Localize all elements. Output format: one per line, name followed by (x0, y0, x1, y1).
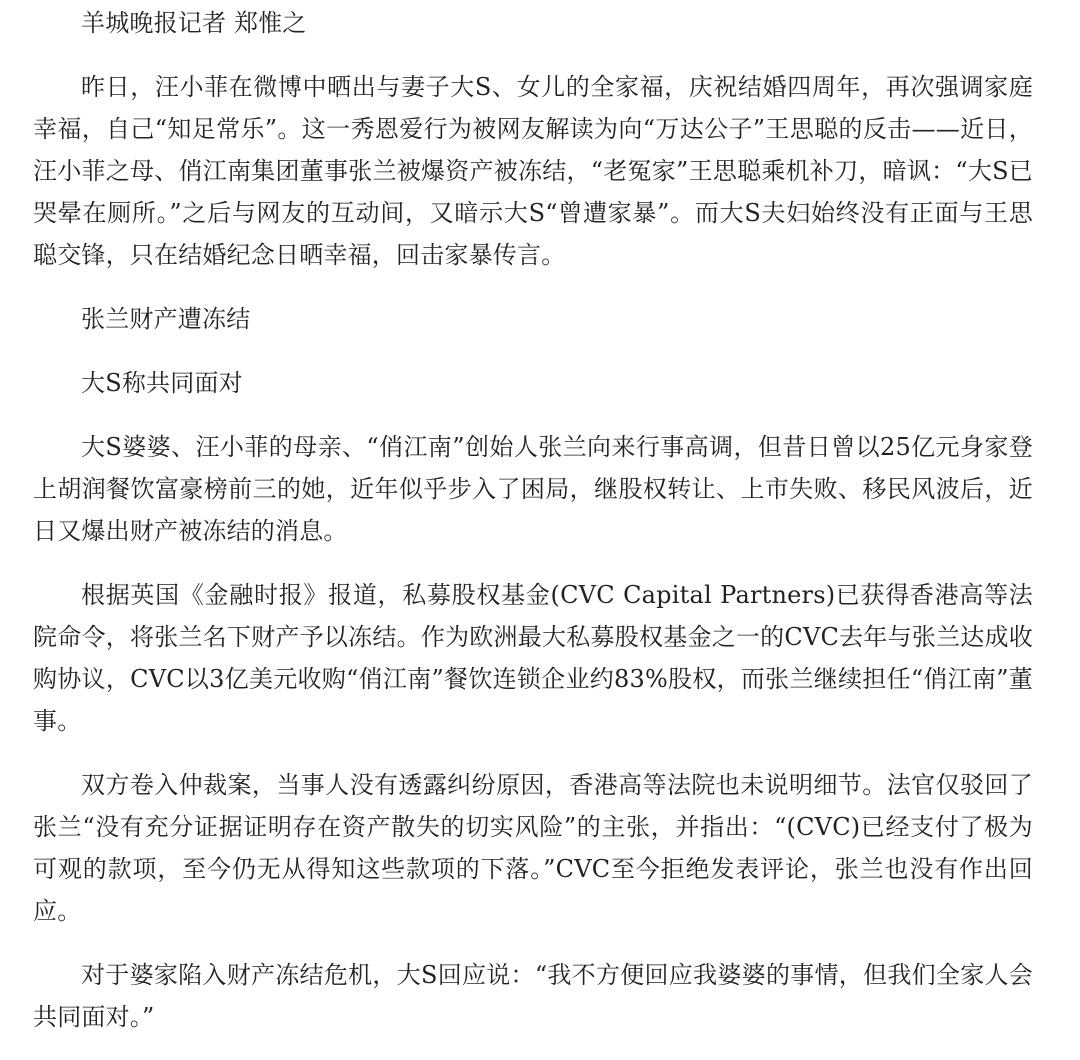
paragraph-3: 根据英国《金融时报》报道，私募股权基金(CVC Capital Partners)已获得香港高等法院命令，将张兰名下财产予以冻结。作为欧洲最大私募股权基金之一的CVC去年与张兰达成收购协议，CVC以3亿美元收购“俏江南”餐饮连锁企业约83%股权，而张兰继续担任“俏江南”董事。 (33, 581, 1033, 735)
article-body (33, 0, 1033, 1038)
paragraph-gap (33, 404, 1033, 426)
subheading-1: 张兰财产遭冻结 (81, 305, 251, 333)
paragraph-gap (33, 552, 1033, 574)
paragraph-5: 对于婆家陷入财产冻结危机，大S回应说：“我不方便回应我婆婆的事情，但我们全家人会共同面对。” (33, 961, 1033, 1031)
paragraph-gap (33, 932, 1033, 954)
paragraph-gap (33, 340, 1033, 362)
byline: 羊城晚报记者 郑惟之 (81, 9, 307, 37)
paragraph-gap (33, 276, 1033, 298)
paragraph-gap (33, 44, 1033, 66)
paragraph-gap (33, 742, 1033, 764)
paragraph-4: 双方卷入仲裁案，当事人没有透露纠纷原因，香港高等法院也未说明细节。法官仅驳回了张兰“没有充分证据证明存在资产散失的切实风险”的主张，并指出：“(CVC)已经支付了极为可观的款项，至今仍无从得知这些款项的下落。”CVC至今拒绝发表评论，张兰也没有作出回应。 (33, 771, 1033, 925)
subheading-2: 大S称共同面对 (81, 369, 243, 397)
paragraph-1: 昨日，汪小菲在微博中晒出与妻子大S、女儿的全家福，庆祝结婚四周年，再次强调家庭幸福，自己“知足常乐”。这一秀恩爱行为被网友解读为向“万达公子”王思聪的反击——近日，汪小菲之母、俏江南集团董事张兰被爆资产被冻结，“老冤家”王思聪乘机补刀，暗讽：“大S已哭晕在厕所。”之后与网友的互动间，又暗示大S“曾遭家暴”。而大S夫妇始终没有正面与王思聪交锋，只在结婚纪念日晒幸福，回击家暴传言。 (33, 73, 1033, 269)
paragraph-2: 大S婆婆、汪小菲的母亲、“俏江南”创始人张兰向来行事高调，但昔日曾以25亿元身家登上胡润餐饮富豪榜前三的她，近年似乎步入了困局，继股权转让、上市失败、移民风波后，近日又爆出财产被冻结的消息。 (33, 433, 1033, 545)
